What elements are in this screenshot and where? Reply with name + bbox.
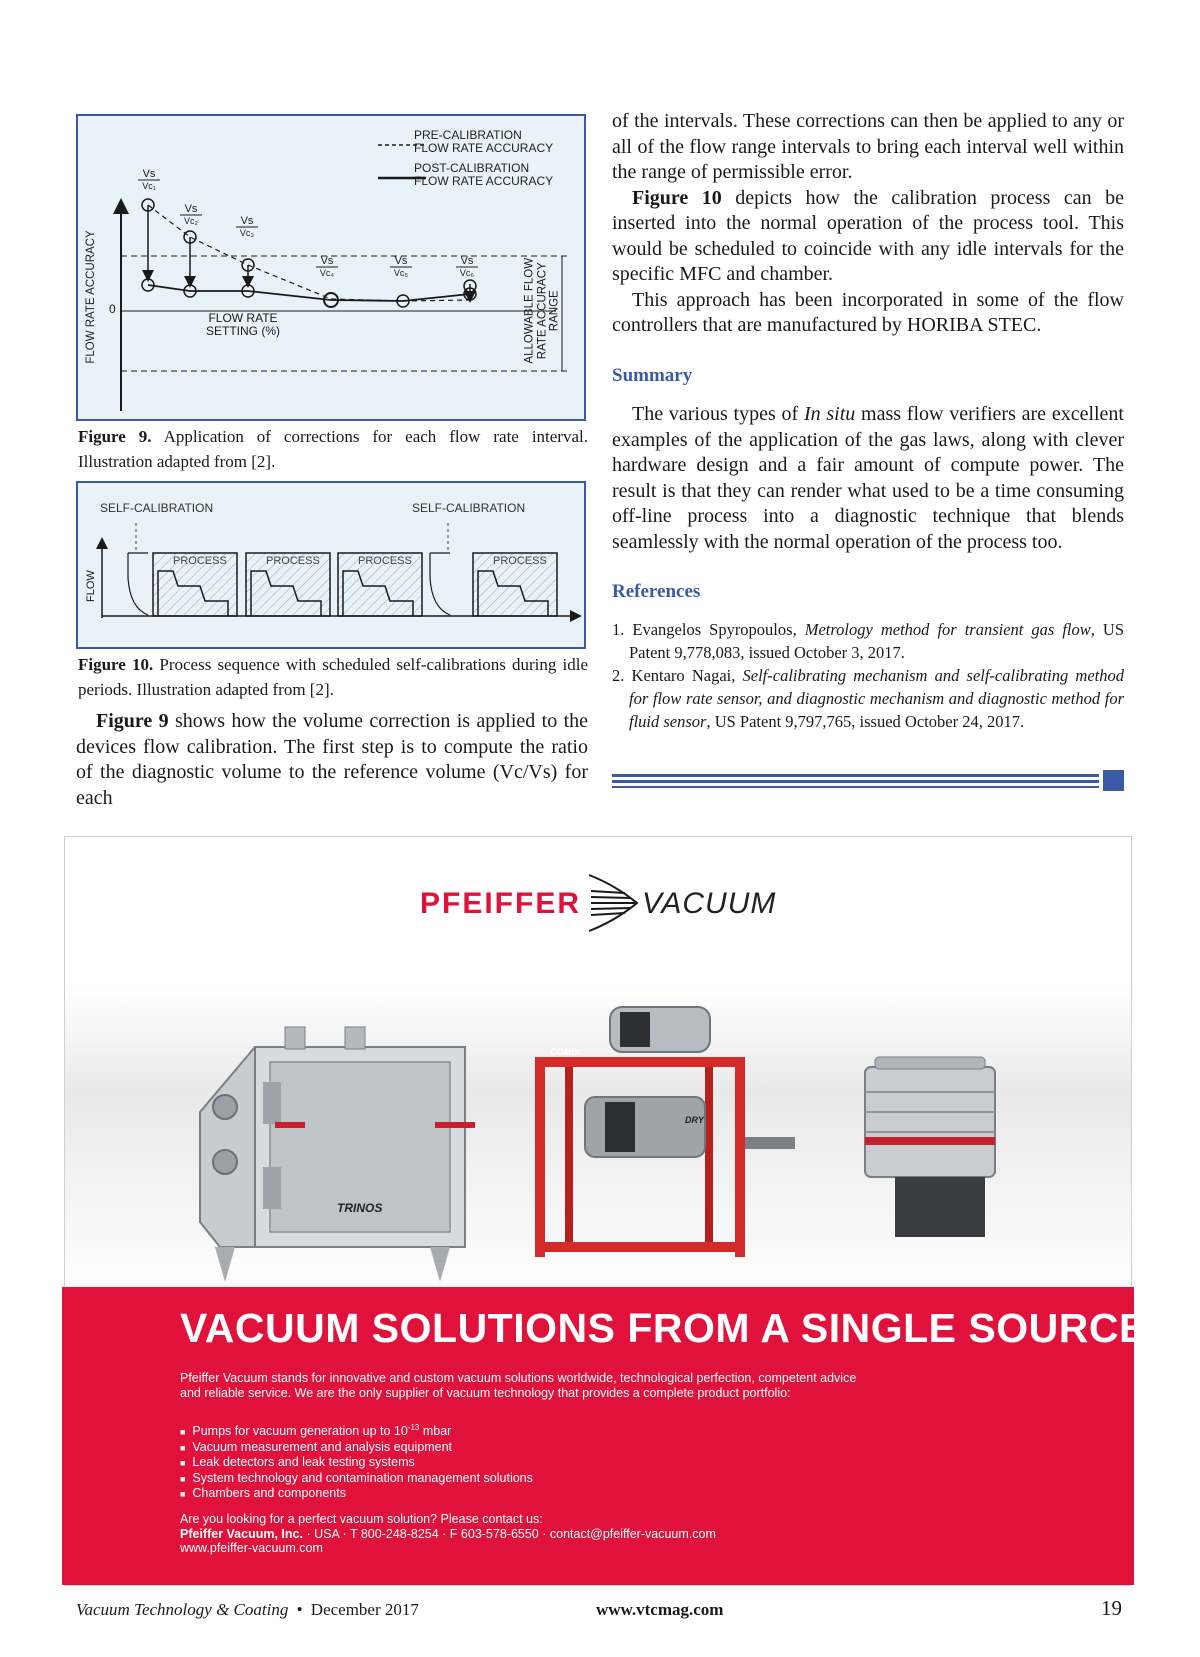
- turbo-pump-image: [865, 1057, 995, 1237]
- ad-bullet-item: ■ Pumps for vacuum generation up to $10^{-13}$ mbar: [180, 1423, 452, 1439]
- issue-date: December 2017: [310, 1600, 419, 1619]
- paragraph: Figure 10 depicts how the calibration process can be inserted into the normal operation of the process tool. This would be scheduled to coincide with any idle intervals for the specific MFC and chamber.: [612, 186, 1124, 285]
- pfeiffer-advertisement: [64, 836, 1147, 1586]
- ad-bullet-item: ■ Leak detectors and leak testing systems: [180, 1455, 415, 1470]
- self-cal-curve: [128, 553, 148, 615]
- ratio-label: Vs Vc₅: [393, 255, 409, 278]
- paragraph: of the intervals. These corrections can then be applied to any or all of the flow range intervals to bring each interval well within the range of permissible error.: [612, 110, 1124, 183]
- contact-details[interactable]: · USA · T 800-248-8254 · F 603-578-6550 · contact@pfeiffer-vacuum.com: [302, 1526, 716, 1541]
- product-photo-area: [65, 987, 1131, 1287]
- pfeiffer-logo: PFEIFFER VACUUM: [420, 877, 780, 937]
- article-end-marker: [612, 770, 1124, 792]
- figure-10: [76, 481, 586, 649]
- trinos-chamber-image: [200, 1027, 475, 1282]
- ad-bullet-list: [180, 1421, 880, 1502]
- range-label: ALLOWABLE FLOW RATE ACCURACY RANGE: [523, 257, 561, 364]
- ad-bullet-item: ■ Chambers and components: [180, 1486, 346, 1501]
- summary-text: The various types of In situ mass flow verifiers are excellent examples of the application of the gas laws, along with clever hardware design and a fair amount of compute power. The result is that they can render what used to be a time consuming off-line process into a diagnostic technique that blends seamlessly with the normal operation of the process too.: [612, 403, 1124, 553]
- combi-pump-image: [535, 1007, 795, 1257]
- process-label: PROCESS: [173, 555, 227, 567]
- footer-bullet: •: [296, 1600, 303, 1619]
- paragraph: This approach has been incorporated in some of the flow controllers that are manufactured by HORIBA STEC.: [612, 288, 1124, 336]
- ratio-label: Vs Vc₃: [239, 215, 255, 238]
- self-calibration-label-1: SELF-CALIBRATION: [100, 501, 214, 515]
- trinos-label: TRINOS: [337, 1201, 383, 1215]
- summary-heading: Summary: [612, 365, 693, 386]
- ratio-label: Vs Vc₂: [184, 203, 198, 226]
- y-axis-label: FLOW RATE ACCURACY: [85, 230, 97, 364]
- ad-contact: Are you looking for a perfect vacuum solution? Please contact us: Pfeiffer Vacuum, Inc. · USA · T 800-248-8254 · F 603-578-6550 · contact@pfeiffer-vacuum.com www.pfeiffer-vacuum.com: [180, 1512, 980, 1556]
- ad-bullet-item: ■ Vacuum measurement and analysis equipment: [180, 1439, 453, 1454]
- reference-item: 1. Evangelos Spyropoulos, Metrology method for transient gas flow, US Patent 9,778,083, issued October 3, 2017.: [612, 620, 1124, 662]
- combi-label: COMBI: [550, 1047, 580, 1057]
- figure-10-caption: Figure 10. Process sequence with scheduled self-calibrations during idle periods. Illustration adapted from [2].: [78, 655, 588, 699]
- figure-9-caption: Figure 9. Application of corrections for each flow rate interval. Illustration adapted from [2].: [78, 427, 588, 471]
- reference-item: 2. Kentaro Nagai, Self-calibrating mechanism and self-calibrating method for flow rate sensor, and diagnostic mechanism and diagnostic method for fluid sensor, US Patent 9,797,765, issued October 24, 2017.: [612, 666, 1124, 731]
- ratio-label: Vs Vc₆: [459, 255, 475, 278]
- ad-bullet-item: ■ System technology and contamination management solutions: [180, 1470, 533, 1485]
- ad-red-panel: [62, 1287, 1147, 1585]
- x-axis-label: FLOW RATE SETTING (%): [206, 311, 280, 338]
- dry-label: DRY: [685, 1115, 704, 1125]
- right-column-text: [612, 109, 1124, 339]
- ratio-label: Vs Vc₄: [319, 255, 335, 278]
- references-list: [612, 618, 1124, 733]
- figure-9: [76, 114, 586, 421]
- ad-intro: Pfeiffer Vacuum stands for innovative and custom vacuum solutions worldwide, technological perfection, competent advice and reliable service. We are the only supplier of vacuum technology that provides a complete product portfolio:: [180, 1371, 857, 1400]
- self-calibration-label-2: SELF-CALIBRATION: [412, 501, 526, 515]
- flow-axis-label: FLOW: [85, 570, 97, 602]
- magazine-name: Vacuum Technology & Coating: [76, 1600, 289, 1619]
- ad-headline: VACUUM SOLUTIONS FROM A SINGLE SOURCE: [180, 1305, 1147, 1351]
- footer-url[interactable]: www.vtcmag.com: [596, 1600, 724, 1619]
- footer: [76, 1596, 1124, 1624]
- process-label: PROCESS: [493, 555, 547, 567]
- process-label: PROCESS: [266, 555, 320, 567]
- legend-post-label: POST-CALIBRATION FLOW RATE ACCURACY: [414, 161, 554, 188]
- logo-mark-icon: [585, 871, 639, 935]
- page-number: 19: [1101, 1596, 1122, 1620]
- process-label: PROCESS: [358, 555, 412, 567]
- ad-website-link[interactable]: www.pfeiffer-vacuum.com: [180, 1541, 323, 1555]
- references-heading: References: [612, 581, 701, 602]
- legend-pre-label: PRE-CALIBRATION FLOW RATE ACCURACY: [414, 128, 554, 155]
- left-column-text: Figure 9 shows how the volume correction is applied to the devices flow calibration. The first step is to compute the ratio of the diagnostic volume to the reference volume (Vc/Vs) for each: [76, 710, 589, 809]
- zero-label: 0: [109, 302, 116, 316]
- ratio-label: Vs Vc₁: [142, 168, 156, 191]
- self-cal-curve: [430, 553, 450, 615]
